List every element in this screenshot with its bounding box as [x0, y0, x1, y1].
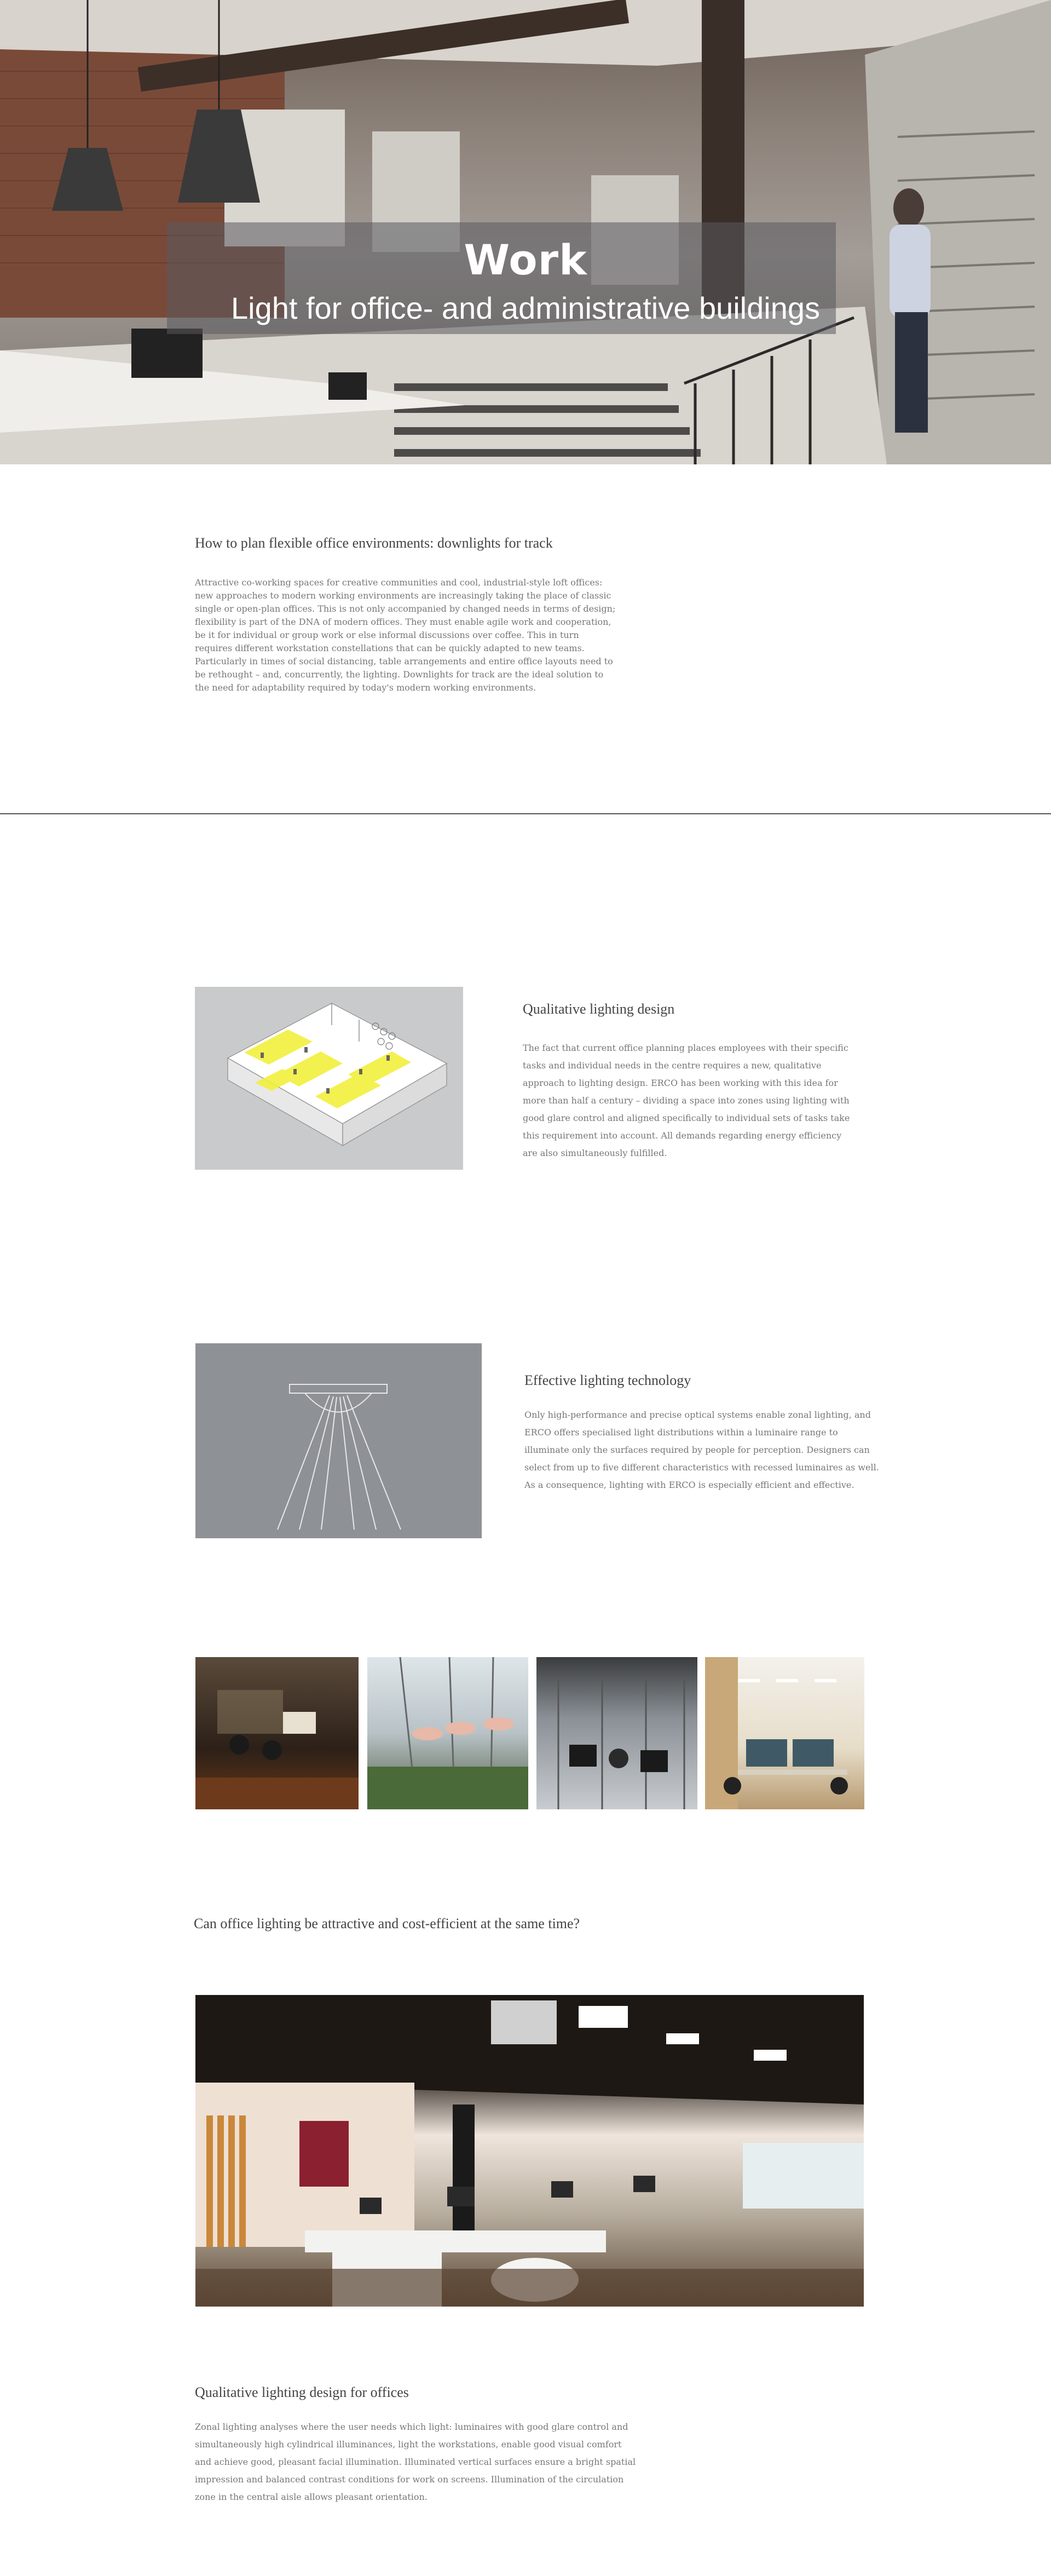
zonal-lighting-diagram [195, 987, 463, 1170]
technology-body: Only high-performance and precise optical systems enable zonal lighting, and ERCO offers specialised light distributions within a luminaire range to illuminate only the surfaces required by people for perception. Designers can select from up to five different characteristics with recessed luminaires as well. As a consequence, lighting with ERCO is especially efficient and effective. [524, 1410, 879, 1490]
intro-heading: How to plan flexible office environments: downlights for track [195, 535, 553, 551]
gallery-image-1[interactable] [195, 1657, 359, 1809]
hero-banner [0, 0, 1051, 464]
open-office-photo [195, 1995, 864, 2307]
gallery-image-2[interactable] [367, 1657, 528, 1809]
gallery-image-4[interactable] [705, 1657, 864, 1809]
offices-heading: Qualitative lighting design for offices [195, 2384, 409, 2400]
technology-heading: Effective lighting technology [524, 1372, 691, 1388]
qualitative-heading: Qualitative lighting design [523, 1001, 675, 1017]
optics-diagram [195, 1343, 482, 1538]
gallery-image-3[interactable] [536, 1657, 697, 1809]
offices-body: Zonal lighting analyses where the user needs which light: luminaires with good glare control and simultaneously high cylindrical illuminances, light the workstations, enable good visual comfort and achieve good, pleasant facial illumination. Illuminated vertical surfaces ensure a bright spatial impression and balanced contrast conditions for work on screens. Illumination of the circulation zone in the central aisle allows pleasant orientation. [195, 2422, 636, 2502]
qualitative-body: The fact that current office planning places employees with their specific tasks and individual needs in the centre requires a new, qualitative approach to lighting design. ERCO has been working with this idea for more than half a century – dividing a space into zones using lighting with good glare control and aligned specifically to individual sets of tasks take this requirement into account. All demands regarding energy efficiency are also simultaneously fulfilled. [523, 1043, 850, 1158]
question-heading: Can office lighting be attractive and cost-efficient at the same time? [194, 1916, 580, 1931]
hero-title: Work [464, 235, 587, 284]
intro-body: Attractive co-working spaces for creative communities and cool, industrial-style loft offices: new approaches to modern working environments are increasingly taking the place of classic single or open-plan offices. This is not only accompanied by changed needs in terms of design; flexibility is part of the DNA of modern offices. They must enable agile work and cooperation, be it for individual or group work or else informal discussions over coffee. This in turn requires different workstation constellations that can be quickly adapted to new teams. Particularly in times of social distancing, table arrangements and entire office layouts need to be rethought – and, concurrently, the lighting. Downlights for track are the ideal solution to the need for adaptability required by today's modern working environments. [195, 577, 616, 693]
section-divider [0, 813, 1051, 814]
hero-subtitle: Light for office- and administrative buildings [230, 291, 820, 325]
